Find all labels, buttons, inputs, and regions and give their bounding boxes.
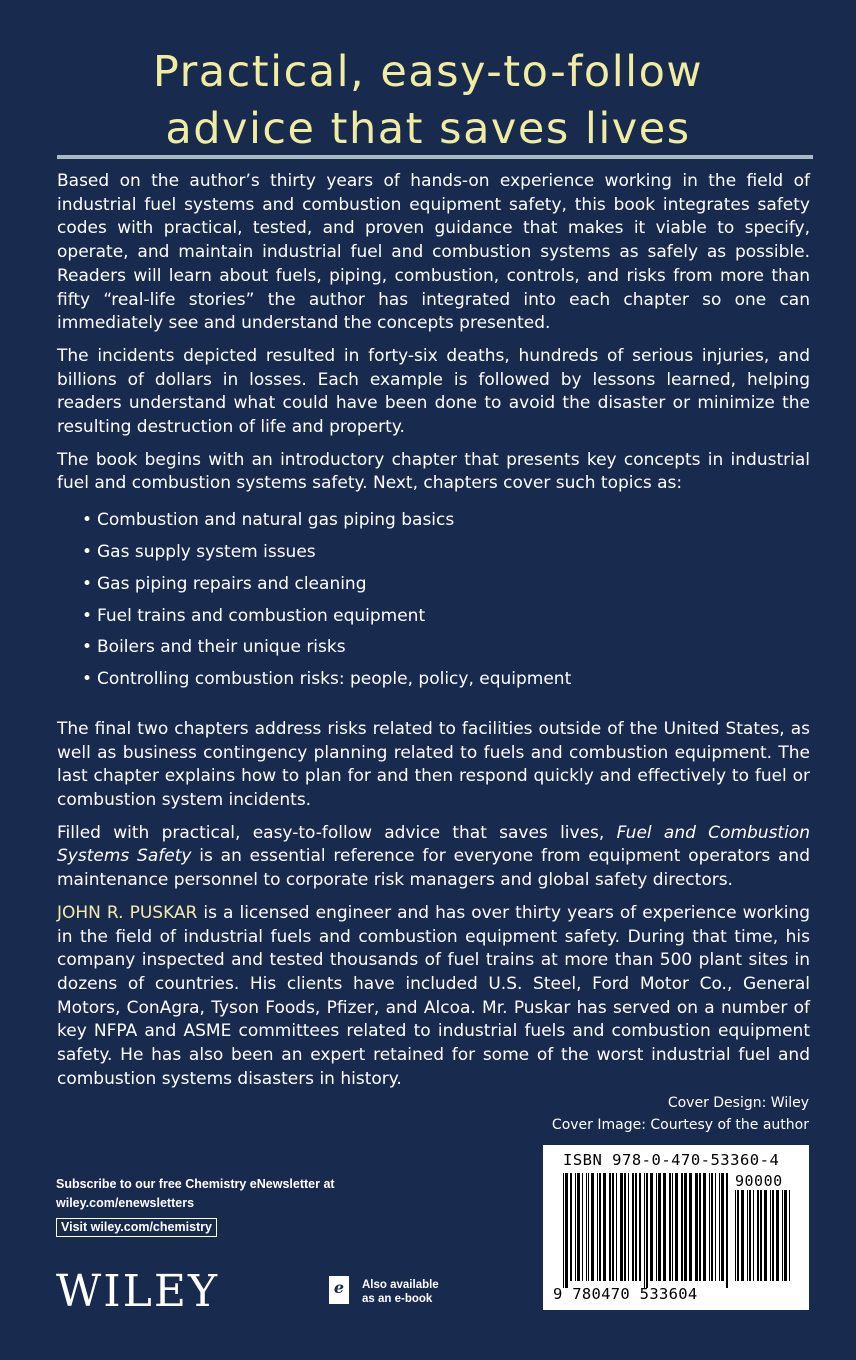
visit-website-box: Visit wiley.com/chemistry bbox=[56, 1218, 217, 1237]
ebook-availability: Also available as an e-book bbox=[362, 1279, 439, 1305]
list-item: • Gas piping repairs and cleaning bbox=[82, 569, 810, 601]
barcode-bars bbox=[563, 1173, 729, 1288]
author-name: JOHN R. PUSKAR bbox=[57, 902, 198, 923]
bullet-icon: • bbox=[82, 669, 93, 690]
cover-credits bbox=[552, 1092, 809, 1136]
book-title: Fuel and Combustion Systems Safety bbox=[57, 822, 810, 867]
list-item: • Gas supply system issues bbox=[82, 537, 810, 569]
bullet-icon: • bbox=[82, 637, 93, 658]
publisher-logo: WILEY bbox=[56, 1266, 219, 1317]
price-barcode-bars bbox=[735, 1190, 793, 1288]
bullet-icon: • bbox=[82, 605, 93, 626]
list-item: • Boilers and their unique risks bbox=[82, 632, 810, 664]
list-item: • Combustion and natural gas piping basics bbox=[82, 505, 810, 537]
headline-divider bbox=[57, 155, 813, 159]
topics-list bbox=[57, 505, 810, 696]
list-item: • Fuel trains and combustion equipment bbox=[82, 601, 810, 633]
bullet-icon: • bbox=[82, 510, 93, 531]
isbn-label: ISBN 978-0-470-53360-4 bbox=[563, 1151, 780, 1169]
cover-design-credit: Cover Design: Wiley bbox=[667, 1095, 809, 1111]
price-code: 90000 bbox=[735, 1172, 783, 1190]
barcode-digits: 9 780470 533604 bbox=[553, 1285, 698, 1303]
bullet-icon: • bbox=[82, 541, 93, 562]
paragraph-incidents: The incidents depicted resulted in forty-six deaths, hundreds of serious injuries, and billions of dollars in losses. Each example is followed by lessons learned, helping readers understand what could have been done to avoid the disaster or minimize the resulting destruction of life and property. bbox=[57, 345, 810, 438]
ebook-icon: e bbox=[329, 1276, 349, 1304]
cover-headline bbox=[0, 44, 856, 158]
paragraph-summary: Filled with practical, easy-to-follow advice that saves lives, Fuel and Combustion Systems Safety is an essential reference for everyone from equipment operators and maintenance personnel to corporate risk managers and global safety directors. bbox=[57, 822, 810, 891]
newsletter-url: wiley.com/enewsletters bbox=[56, 1195, 195, 1210]
newsletter-notice: Subscribe to our free Chemistry eNewsletter at wiley.com/enewsletters bbox=[56, 1175, 335, 1212]
back-cover-copy bbox=[57, 170, 810, 1100]
author-bio: JOHN R. PUSKAR is a licensed engineer and has over thirty years of experience working in the field of industrial fuels and combustion equipment safety. During that time, his company inspected and tested thousands of fuel trains at more than 500 plant sites in dozens of countries. His clients have included U.S. Steel, Ford Motor Co., General Motors, ConAgra, Tyson Foods, Pfizer, and Alcoa. Mr. Puskar has served on a number of key NFPA and ASME committees related to industrial fuels and combustion equipment safety. He has also been an expert retained for some of the worst industrial fuel and combustion systems disasters in history. bbox=[57, 902, 810, 1089]
paragraph-final-chapters: The final two chapters address risks related to facilities outside of the United States, as well as business contingency planning related to fuels and combustion equipment. The last chapter explains how to plan for and then respond quickly and effectively to fuel or combustion system incidents. bbox=[57, 718, 810, 811]
headline-line-2: advice that saves lives bbox=[165, 104, 691, 154]
headline-line-1: Practical, easy-to-follow bbox=[152, 47, 704, 97]
paragraph-intro: Based on the author’s thirty years of hands-on experience working in the field of industrial fuel systems and combustion equipment safety, this book integrates safety codes with practical, tested, and proven guidance that makes it viable to specify, operate, and maintain industrial fuel and combustion systems as safely as possible. Readers will learn about fuels, piping, combustion, controls, and risks from more than fifty “real-life stories” the author has integrated into each chapter so one can immediately see and understand the concepts presented. bbox=[57, 171, 810, 334]
cover-image-credit: Cover Image: Courtesy of the author bbox=[551, 1117, 809, 1133]
list-item: • Controlling combustion risks: people, policy, equipment bbox=[82, 664, 810, 696]
bullet-icon: • bbox=[82, 573, 93, 594]
paragraph-chapters-intro: The book begins with an introductory chapter that presents key concepts in industrial fuel and combustion systems safety. Next, chapters cover such topics as: bbox=[57, 449, 810, 494]
isbn-barcode bbox=[543, 1145, 809, 1310]
